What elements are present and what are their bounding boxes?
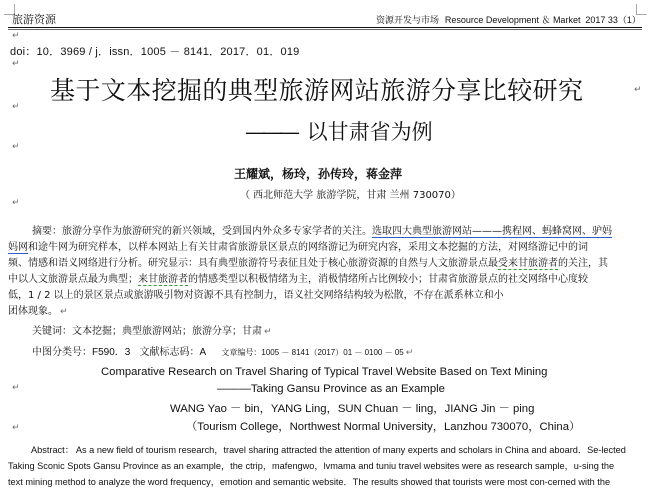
abstract-cn-text: 和途牛网为研究样本，以样本网站上有关甘肃省旅游景区景点的网络游记为研究内容，采用文本挖掘的方法，对网络游记中的词 xyxy=(28,242,588,253)
affiliation-en: （Tourism College，Northwest Normal University，Lanzhou 730070，China） xyxy=(186,421,581,433)
paragraph-mark: ↵ xyxy=(12,383,20,393)
paragraph-mark: ↵ xyxy=(12,423,20,433)
paragraph-mark: ↵ xyxy=(12,102,20,112)
paragraph-mark: ↵ xyxy=(12,59,20,69)
classification-line xyxy=(32,343,414,358)
paragraph-mark: ↵ xyxy=(12,31,20,41)
paragraph-mark: ↵ xyxy=(264,327,272,337)
abstract-cn-text: 中以人文旅游景点最为典型； xyxy=(8,274,138,285)
paragraph-mark: ↵ xyxy=(405,348,414,358)
abstract-cn-underlined-text: 受来甘旅游者 xyxy=(498,258,558,269)
header-journal-cn: 资源开发与市场 xyxy=(376,16,440,26)
abstract-cn-line-2 xyxy=(8,238,588,253)
abstract-cn-line-3 xyxy=(8,254,608,269)
article-title: 基于文本挖掘的典型旅游网站旅游分享比较研究 xyxy=(50,76,584,105)
abstract-en-label: Abstract： xyxy=(31,445,74,455)
header-rule-thin xyxy=(8,29,642,30)
keywords-cn-label: 关键词： xyxy=(32,326,72,337)
authors: 王耀斌，杨玲，孙传玲，蒋金萍 xyxy=(234,167,403,181)
abstract-cn-line-1 xyxy=(32,222,612,237)
abstract-cn-underlined-text: 选取四大典型旅游网站———携程网、蚂蜂窝网、驴妈 xyxy=(372,226,612,237)
paragraph-mark: ↵ xyxy=(634,85,642,95)
header-rule xyxy=(8,27,642,28)
abstract-en-line-3: text mining method to analyze the word frequency，emotion and semantic website．The results showed that tourists were most con-cerned with the xyxy=(8,477,611,487)
subtitle-dash: ——— xyxy=(245,120,296,144)
paragraph-mark: ↵ xyxy=(60,307,68,317)
abstract-en-line-2: Taking Sconic Spots Gansu Province as an example，the ctrip，mafengwo，lvmama and tuniu travel websites were as research sample，u-sing the xyxy=(8,461,615,471)
abstract-cn-label: 摘要： xyxy=(32,226,62,237)
abstract-cn-line-6 xyxy=(8,302,66,317)
article-subtitle xyxy=(245,116,433,146)
subtitle-text: 以甘肃省为例 xyxy=(306,120,433,144)
paragraph-mark: ↵ xyxy=(12,142,20,152)
abstract-cn-text: 旅游分享作为旅游研究的新兴领域，受到国内外众多专家学者的关注。 xyxy=(62,226,372,237)
header-issue: 2017 33（1） xyxy=(585,15,641,25)
clc-value: F590．3 xyxy=(92,347,131,358)
title-en-line-2: ———Taking Gansu Province as an Example xyxy=(217,383,445,395)
abstract-cn-text: 的情感类型以积极情绪为主，消极情绪所占比例较小；甘肃省旅游景点的社交网络中心度较 xyxy=(188,274,588,285)
doc-code-value: A xyxy=(199,347,207,358)
title-en-line-1: Comparative Research on Travel Sharing of Typical Travel Website Based on Text Mining xyxy=(101,366,548,378)
doc-code-label: 文献标志码： xyxy=(139,347,200,358)
doi-line: doi：10．3969 / j．issn．1005 － 8141．2017．01．019 xyxy=(10,46,300,58)
abstract-cn-text: 频、情感和语义网络进行分析。研究显示：具有典型旅游符号表征且处于核心旅游资源的自然与人文旅游景点最 xyxy=(8,258,498,269)
abstract-cn-line-5: 低，1 / 2 以上的景区景点或旅游吸引物对资源不具有控制力，语义社交网络结构较为松散，不存在派系林立和小 xyxy=(8,290,504,301)
authors-en: WANG Yao － bin，YANG Ling，SUN Chuan － ling，JIANG Jin － ping xyxy=(170,403,535,415)
abstract-en-line-1 xyxy=(31,442,626,456)
article-number-value: 1005 － 8141（2017）01 － 0100 － 05 xyxy=(261,348,404,357)
paragraph-mark: ↵ xyxy=(12,198,20,208)
affiliation: （ 西北师范大学 旅游学院，甘肃 兰州 730070） xyxy=(240,190,461,201)
abstract-cn-text: 的关注，其 xyxy=(558,258,608,269)
clc-label: 中图分类号： xyxy=(32,347,92,358)
abstract-cn-text: 团体现象。 xyxy=(8,306,58,317)
abstract-en-text: As a new field of tourism research，travel sharing attracted the attention of many experts and scholars in China and aboard．Se-lected xyxy=(75,445,626,455)
abstract-cn-line-4 xyxy=(8,270,588,285)
keywords-cn-value: 文本挖掘；典型旅游网站；旅游分享；甘肃 xyxy=(72,326,262,337)
header-section-label: 旅游资源 xyxy=(12,13,56,26)
header-journal-en: Resource Development ＆ Market xyxy=(444,15,581,25)
header-journal xyxy=(376,13,641,26)
abstract-cn-underlined-text: 妈网 xyxy=(8,242,28,253)
article-number-label: 文章编号： xyxy=(221,348,262,357)
abstract-cn-underlined-text: 来甘旅游者 xyxy=(138,274,188,285)
keywords-cn xyxy=(32,322,270,337)
